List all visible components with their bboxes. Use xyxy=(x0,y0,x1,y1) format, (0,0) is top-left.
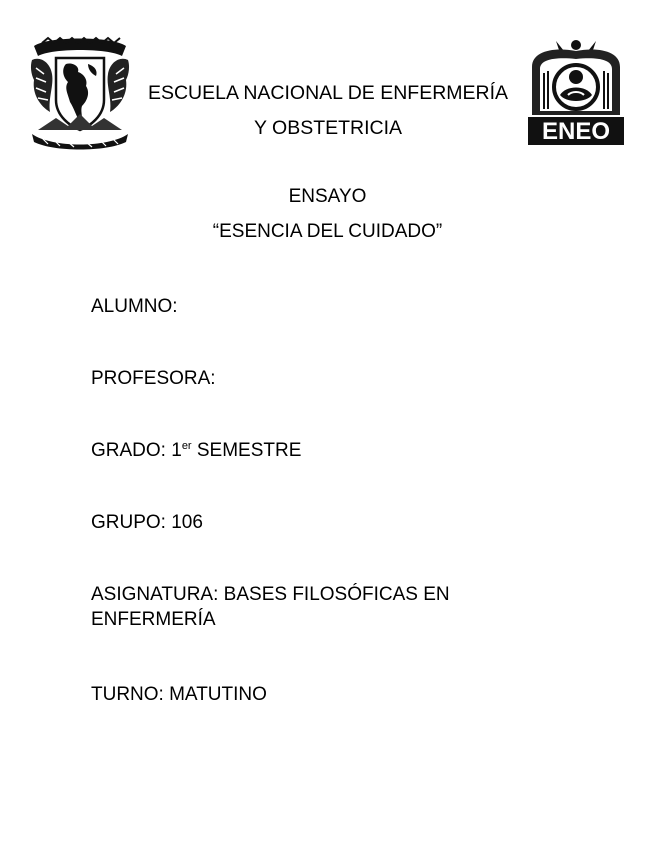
field-turno-label: TURNO: xyxy=(91,684,164,705)
field-grado xyxy=(91,438,531,463)
field-alumno-label: ALUMNO: xyxy=(91,296,178,317)
document-title: “ESENCIA DEL CUIDADO” xyxy=(212,221,443,242)
field-alumno xyxy=(91,294,531,319)
institution-header xyxy=(138,76,518,146)
field-grado-number: 1 xyxy=(171,440,182,461)
document-type: ENSAYO xyxy=(288,186,367,207)
eneo-logo-icon xyxy=(526,37,626,147)
field-turno xyxy=(91,682,531,707)
eneo-logo-text: ENEO xyxy=(541,118,611,145)
unam-seal-icon xyxy=(28,34,132,150)
field-asignatura-value-line-1: BASES FILOSÓFICAS EN xyxy=(223,584,450,605)
field-grado-ordinal: er xyxy=(181,440,192,452)
field-profesora xyxy=(91,366,531,391)
field-profesora-label: PROFESORA: xyxy=(91,368,216,389)
institution-name-line-2: Y OBSTETRICIA xyxy=(253,117,403,139)
field-grupo xyxy=(91,510,531,535)
field-asignatura-value-line-2: ENFERMERÍA xyxy=(91,609,216,630)
field-grado-label: GRADO: xyxy=(91,440,166,461)
field-asignatura-label: ASIGNATURA: xyxy=(91,584,219,605)
field-grado-value: SEMESTRE xyxy=(196,440,302,461)
field-grupo-label: GRUPO: xyxy=(91,512,166,533)
institution-name-line-1: ESCUELA NACIONAL DE ENFERMERÍA xyxy=(147,82,509,104)
field-turno-value: MATUTINO xyxy=(169,684,267,705)
field-asignatura xyxy=(91,582,531,632)
field-grupo-value: 106 xyxy=(171,512,203,533)
